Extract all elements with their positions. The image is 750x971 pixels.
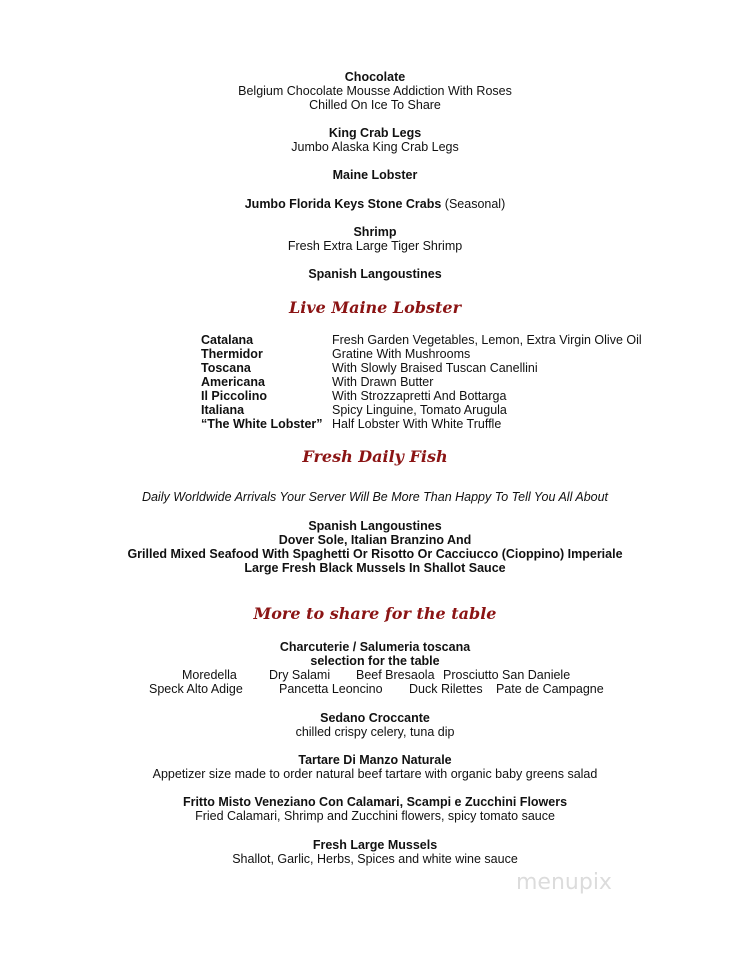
salumi-item: Pancetta Leoncino [279,682,383,696]
shrimp-title: Shrimp [353,225,397,239]
lobster-item-name: Americana [201,375,265,389]
lobster-item-name: Il Piccolino [201,389,267,403]
lobster-item-name: Catalana [201,333,254,347]
mussels-desc: Shallot, Garlic, Herbs, Spices and white wine sauce [232,852,518,866]
live-lobster-heading: Live Maine Lobster [288,298,462,317]
chocolate-desc-1: Belgium Chocolate Mousse Addiction With Roses [238,84,512,98]
lobster-item-desc: Half Lobster With White Truffle [332,417,502,431]
sedano-desc: chilled crispy celery, tuna dip [295,725,455,739]
lobster-item [201,417,642,431]
lobster-item [201,389,642,403]
stone-crabs-title: Jumbo Florida Keys Stone Crabs [244,197,442,211]
king-crab-desc: Jumbo Alaska King Crab Legs [291,140,459,154]
langoustines-title: Spanish Langoustines [308,267,442,281]
lobster-item [201,347,642,361]
stone-crabs-line [0,197,750,211]
tartare-title: Tartare Di Manzo Naturale [298,753,452,767]
lobster-item [201,403,642,417]
lobster-item-name: Toscana [201,361,251,375]
daily-fish-item: Grilled Mixed Seafood With Spaghetti Or Risotto Or Cacciucco (Cioppino) Imperiale [127,547,623,561]
daily-fish-intro: Daily Worldwide Arrivals Your Server Will Be More Than Happy To Tell You All About [141,490,609,504]
sedano-title: Sedano Croccante [320,711,430,725]
lobster-item-name: Italiana [201,403,245,417]
share-heading: More to share for the table [253,604,497,623]
salumi-item: Duck Rilettes [409,682,483,696]
stone-crabs-note: (Seasonal) [444,197,506,211]
tartare-desc: Appetizer size made to order natural beef tartare with organic baby greens salad [152,767,598,781]
lobster-item-desc: Fresh Garden Vegetables, Lemon, Extra Virgin Olive Oil [332,333,642,347]
salumi-item: Pate de Campagne [496,682,604,696]
king-crab-title: King Crab Legs [328,126,422,140]
salumi-row [0,682,750,696]
lobster-item-desc: With Drawn Butter [332,375,434,389]
salumi-item: Moredella [182,668,237,682]
fritto-title: Fritto Misto Veneziano Con Calamari, Scampi e Zucchini Flowers [182,795,568,809]
daily-fish-item: Spanish Langoustines [308,519,442,533]
lobster-item-name: “The White Lobster” [201,417,323,431]
lobster-item [201,333,642,347]
salumi-item: Prosciutto San Daniele [443,668,571,682]
shrimp-desc: Fresh Extra Large Tiger Shrimp [287,239,463,253]
salumi-row [0,668,750,682]
salumi-item: Dry Salami [269,668,331,682]
fritto-desc: Fried Calamari, Shrimp and Zucchini flowers, spicy tomato sauce [195,809,555,823]
daily-fish-item: Large Fresh Black Mussels In Shallot Sauce [244,561,506,575]
lobster-item-name: Thermidor [201,347,263,361]
lobster-item [201,375,642,389]
chocolate-title: Chocolate [344,70,406,84]
salumi-item: Beef Bresaola [356,668,435,682]
salumi-item: Speck Alto Adige [149,682,243,696]
lobster-item-desc: Spicy Linguine, Tomato Arugula [332,403,507,417]
menupix-watermark: menupix [516,870,612,895]
daily-fish-item: Dover Sole, Italian Branzino And [278,533,472,547]
lobster-item [201,361,642,375]
charcuterie-subtitle: selection for the table [310,654,440,668]
lobster-item-desc: With Slowly Braised Tuscan Canellini [332,361,538,375]
lobster-item-desc: With Strozzapretti And Bottarga [332,389,507,403]
lobster-item-desc: Gratine With Mushrooms [332,347,471,361]
daily-fish-heading: Fresh Daily Fish [302,447,448,466]
mussels-title: Fresh Large Mussels [312,838,438,852]
charcuterie-title: Charcuterie / Salumeria toscana [279,640,471,654]
maine-lobster-title: Maine Lobster [332,168,418,182]
lobster-list [201,333,642,431]
chocolate-desc-2: Chilled On Ice To Share [309,98,441,112]
